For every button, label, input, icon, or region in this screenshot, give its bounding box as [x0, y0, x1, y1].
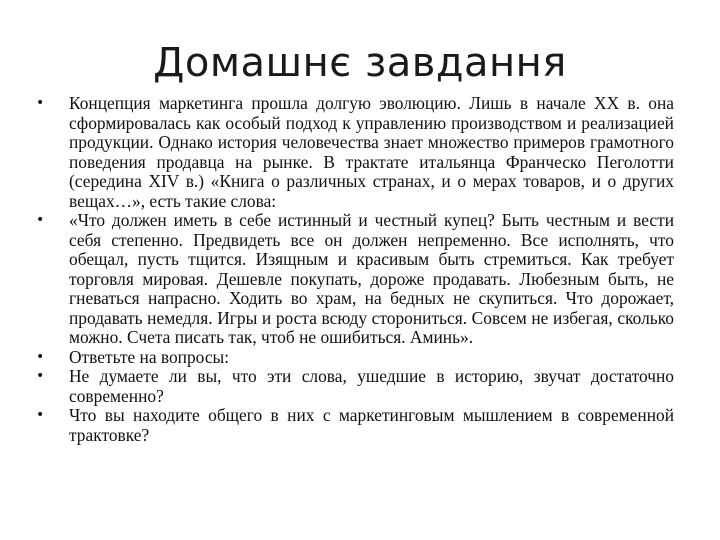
bullet-text: Не думаете ли вы, что эти слова, ушедшие в историю, звучат достаточно современно?: [69, 366, 674, 406]
bullet-text: Что вы находите общего в них с маркетинговым мышлением в современной трактовке?: [69, 405, 674, 445]
bullet-list: [36, 94, 674, 445]
bullet-text: Ответьте на вопросы:: [69, 346, 230, 367]
bullet-text: Концепция маркетинга прошла долгую эволюцию. Лишь в начале XX в. она сформировалась как особый подход к управлению производством и реализацией продукции. Однако история человечества знает множество примеров грамотного поведения продавца на рынке. В трактате итальянца Франческо Пеголотти (середина XIV в.) «Книга о различных странах, и о мерах товаров, и о других вещах…», есть такие слова:: [69, 93, 674, 211]
bullet-icon: •: [36, 368, 45, 384]
list-item: [36, 367, 674, 406]
list-item: [36, 348, 674, 368]
slide-title: Домашнє завдання: [153, 40, 567, 86]
bullet-icon: •: [36, 348, 45, 365]
bullet-text: «Что должен иметь в себе истинный и честный купец? Быть честным и вести себя степенно. Предвидеть все он должен непременно. Все исполнять, что обещал, пусть тщится. Изящным и красивым быть стремиться. Как требует торговля мировая. Дешевле покупать, дороже продавать. Любезным быть, не гневаться напрасно. Ходить во храм, на бедных не скупиться. Что дорожает, продавать немедля. Игры и роста всюду сторониться. Совсем не избегая, сколько можно. Счета писать так, чтоб не ошибиться. Аминь».: [69, 210, 674, 347]
bullet-icon: •: [36, 407, 45, 423]
list-item: [36, 406, 674, 445]
bullet-icon: •: [36, 95, 45, 111]
list-item: [36, 94, 674, 211]
list-item: [36, 211, 674, 348]
bullet-icon: •: [36, 212, 45, 228]
